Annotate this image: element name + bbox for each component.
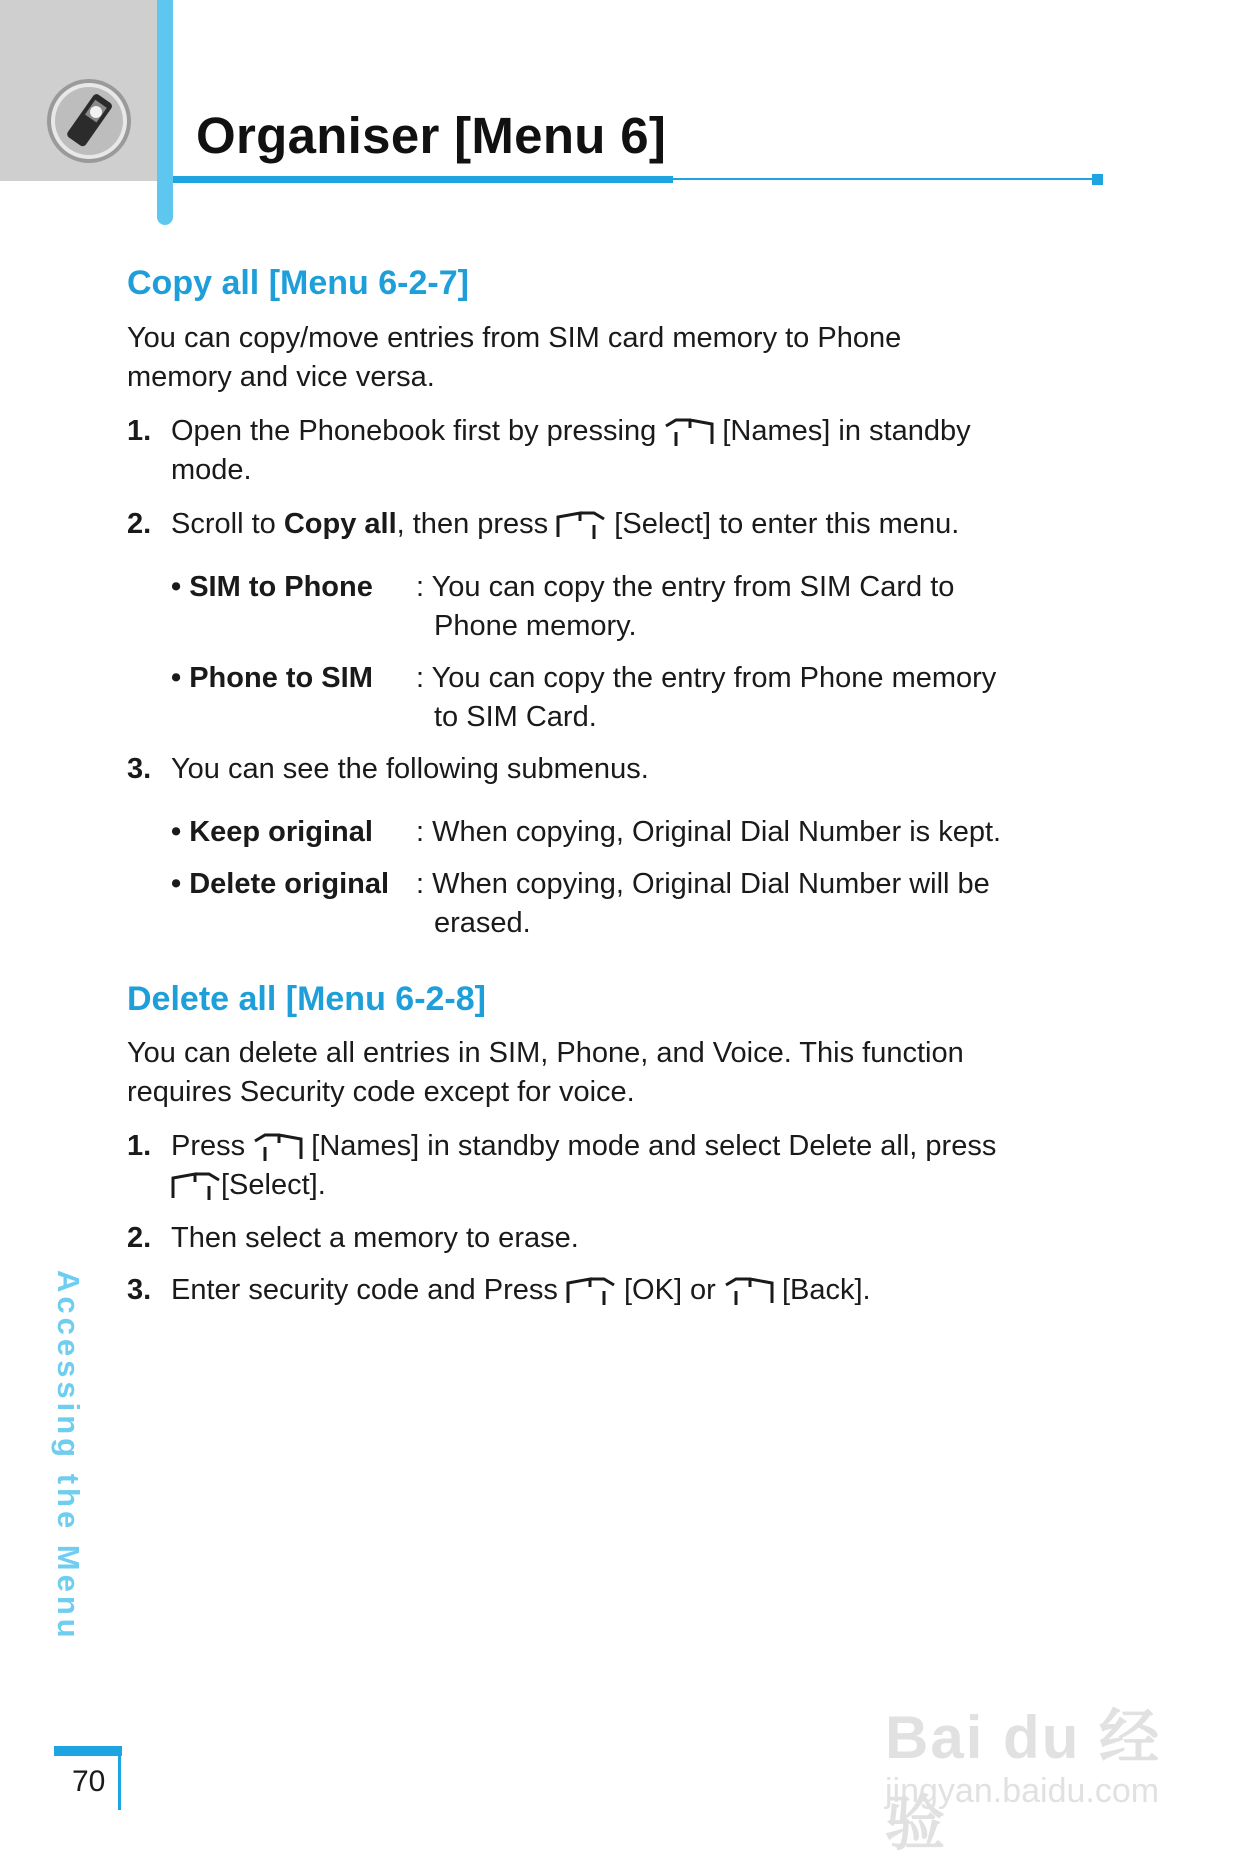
menu-name-copy-all: Copy all — [283, 508, 397, 540]
option-desc-continued: erased. — [434, 907, 531, 939]
step-text-part: Enter security code and Press — [171, 1274, 558, 1306]
option-desc-continued: to SIM Card. — [434, 701, 597, 733]
step-number: 3. — [127, 1274, 152, 1306]
right-softkey-icon — [253, 1129, 303, 1165]
right-softkey-icon — [724, 1273, 774, 1309]
step-text — [171, 1126, 996, 1166]
section-intro-line: memory and vice versa. — [127, 361, 435, 393]
option-desc: : You can copy the entry from SIM Card to — [416, 571, 955, 603]
step-text — [171, 1270, 871, 1310]
title-underline — [173, 176, 673, 183]
left-softkey-icon — [171, 1168, 221, 1204]
section-heading-delete-all: Delete all [Menu 6-2-8] — [127, 980, 486, 1018]
step-text-continued — [171, 1165, 326, 1205]
section-intro-line: requires Security code except for voice. — [127, 1076, 635, 1108]
step-text: You can see the following submenus. — [171, 753, 649, 785]
step-text-continued: mode. — [171, 454, 252, 486]
left-softkey-icon — [556, 507, 606, 543]
step-text-part: [Names] in standby — [722, 415, 971, 447]
option-desc-continued: Phone memory. — [434, 610, 637, 642]
option-desc: : When copying, Original Dial Number is kept. — [416, 816, 1002, 848]
option-label: • Keep original — [171, 816, 373, 848]
step-number: 2. — [127, 508, 152, 540]
step-text-part: [Select]. — [221, 1169, 326, 1201]
watermark-url: jingyan.baidu.com — [885, 1772, 1160, 1810]
step-text-part: [Back]. — [781, 1274, 871, 1306]
option-desc: : You can copy the entry from Phone memory — [416, 662, 997, 694]
step-text — [171, 504, 959, 544]
step-text-part: Open the Phonebook first by pressing — [171, 415, 657, 447]
page-number: 70 — [72, 1765, 106, 1798]
option-label: • SIM to Phone — [171, 571, 373, 603]
title-rule-end — [1092, 174, 1103, 185]
step-text-part: [Select] to enter this menu. — [614, 508, 960, 540]
option-label: • Delete original — [171, 868, 390, 900]
option-label: • Phone to SIM — [171, 662, 373, 694]
section-intro-line: You can copy/move entries from SIM card memory to Phone — [127, 322, 902, 354]
step-text-part: [OK] or — [623, 1274, 716, 1306]
page-title: Organiser [Menu 6] — [196, 107, 667, 164]
step-text-part: Scroll to — [171, 508, 276, 540]
phone-logo-icon — [44, 76, 134, 166]
step-text-part: Press — [171, 1130, 246, 1162]
page-number-bar — [54, 1746, 122, 1756]
step-number: 1. — [127, 415, 152, 447]
header-vertical-bar — [157, 0, 173, 225]
side-tab — [51, 1270, 98, 1740]
step-text-part: [Names] in standby mode and select Delete all, press — [311, 1130, 997, 1162]
watermark — [885, 1690, 1185, 1857]
step-text: Then select a memory to erase. — [171, 1222, 579, 1254]
step-number: 1. — [127, 1130, 152, 1162]
section-heading-copy-all: Copy all [Menu 6-2-7] — [127, 264, 469, 302]
step-text-part: , then press — [396, 508, 549, 540]
step-text — [171, 411, 971, 451]
left-softkey-icon — [566, 1273, 616, 1309]
side-tab-label: Accessing the Menu — [51, 1270, 86, 1642]
section-intro-line: You can delete all entries in SIM, Phone, and Voice. This function — [127, 1037, 964, 1069]
right-softkey-icon — [664, 414, 714, 450]
page-number-rule — [118, 1756, 121, 1810]
step-number: 3. — [127, 753, 152, 785]
step-number: 2. — [127, 1222, 152, 1254]
option-desc: : When copying, Original Dial Number will be — [416, 868, 990, 900]
watermark-logo-text: Bai du 经验 — [885, 1704, 1162, 1857]
title-rule-thin — [673, 178, 1098, 180]
